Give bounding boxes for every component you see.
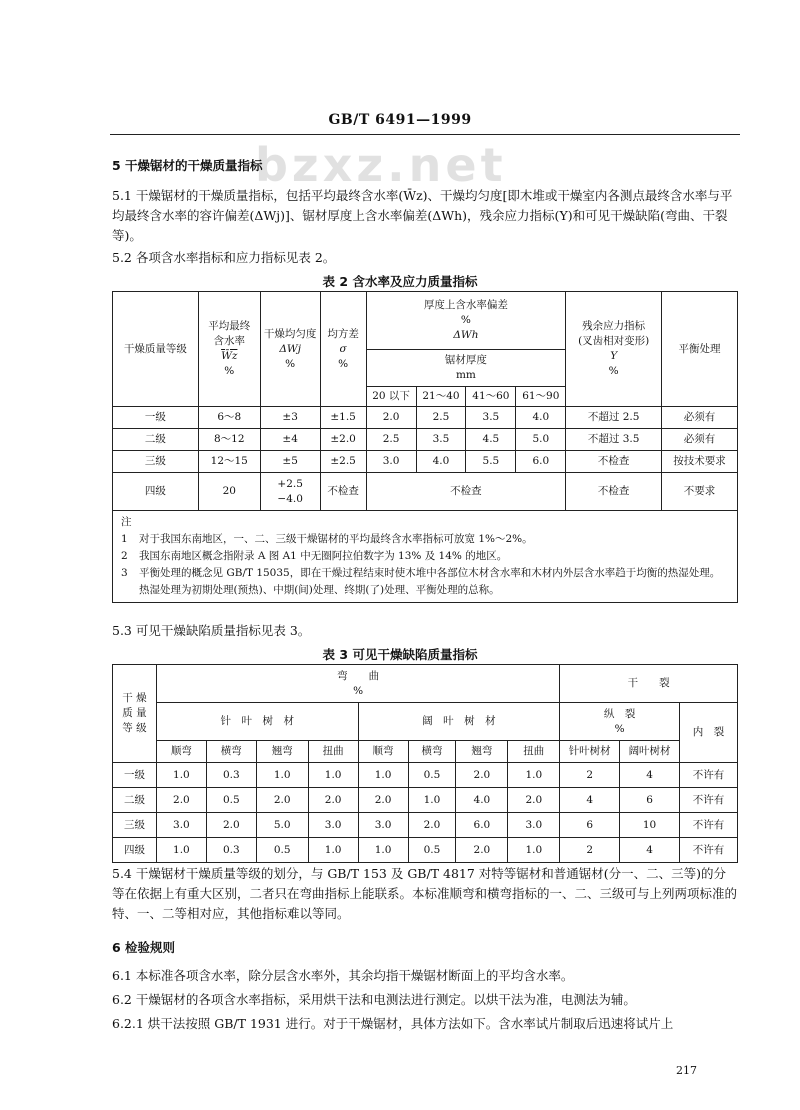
- cell-value: 4.0: [456, 788, 508, 813]
- cell-value: 4: [620, 763, 680, 788]
- page-number: 217: [676, 1064, 697, 1077]
- header-avg-line1: 平均最终: [208, 320, 251, 332]
- header-stdev-line1: 均方差: [327, 327, 359, 340]
- cell-value: 3.0: [358, 813, 408, 838]
- header-bend-type: 顺弯: [358, 741, 408, 763]
- table-row: [113, 429, 738, 451]
- cell-value: 1.0: [358, 763, 408, 788]
- header-avg-moisture: [198, 292, 260, 407]
- cell-grade: 三级: [113, 451, 199, 473]
- header-crack: 干 裂: [560, 665, 738, 703]
- note-number: 3: [121, 567, 128, 579]
- cell-value: 0.5: [256, 838, 308, 863]
- header-bend-type: 横弯: [408, 741, 456, 763]
- cell-value: 2.0: [456, 838, 508, 863]
- cell-value: 1.0: [308, 763, 358, 788]
- header-bend-type: 扭曲: [308, 741, 358, 763]
- header-bend-line1: 弯 曲: [337, 669, 380, 682]
- cell-value: 2.0: [308, 788, 358, 813]
- paragraph-6-1: 6.1 本标准各项含水率，除分层含水率外，其余均指干燥锯材断面上的平均含水率。: [112, 968, 574, 983]
- cell-inner: 不许有: [680, 788, 738, 813]
- header-range: 61～90: [516, 387, 566, 407]
- cell-avg: 8～12: [198, 429, 260, 451]
- table-row: [113, 451, 738, 473]
- cell-balance: 按技术要求: [662, 451, 738, 473]
- cell-value: 3.0: [308, 813, 358, 838]
- cell-value: 2.0: [206, 813, 256, 838]
- header-uniformity-symbol: ΔWj: [279, 342, 301, 355]
- header-balance: 平衡处理: [662, 292, 738, 407]
- table-row: [113, 788, 738, 813]
- cell-grade: 二级: [113, 429, 199, 451]
- cell-value: 6: [560, 813, 620, 838]
- section-6-heading: 6 检验规则: [112, 940, 176, 955]
- cell-avg: 6～8: [198, 407, 260, 429]
- cell-value: 1.0: [358, 838, 408, 863]
- header-grade: 干燥质量等级: [113, 292, 199, 407]
- note-text: 对于我国东南地区，一、二、三级干燥锯材的平均最终含水率指标可放宽 1%～2%。: [139, 533, 533, 545]
- cell-value: 3.0: [508, 813, 560, 838]
- header-long-type: 针叶树材: [560, 741, 620, 763]
- paragraph-5-1: 5.1 干燥锯材的干燥质量指标，包括平均最终含水率(W̄z)、干燥均匀度[即木堆或干燥室内各测点最终含水率与平均最终含水率的容许偏差(ΔWj)]、锯材厚度上含水率偏差(ΔWh)，残余应力指标(Y)和可见干燥缺陷(弯曲、干裂等)。: [112, 188, 733, 243]
- cell-thickness: 5.5: [466, 451, 516, 473]
- table-row: [113, 407, 738, 429]
- header-range: 21～40: [416, 387, 466, 407]
- cell-stress: 不检查: [566, 473, 662, 511]
- note-text: 我国东南地区概念指附录 A 图 A1 中无圈阿拉伯数字为 13% 及 14% 的地区。: [139, 550, 508, 562]
- cell-thickness: 3.5: [466, 407, 516, 429]
- header-bend-type: 翘弯: [456, 741, 508, 763]
- header-stress-line2: (叉齿相对变形): [578, 335, 650, 347]
- cell-inner: 不许有: [680, 813, 738, 838]
- header-avg-symbol: W̄z: [221, 350, 238, 362]
- header-stress-unit: %: [608, 365, 619, 377]
- cell-stdev: 不检查: [320, 473, 366, 511]
- cell-grade: 四级: [113, 838, 157, 863]
- cell-value: 2.0: [358, 788, 408, 813]
- cell-value: 1.0: [408, 788, 456, 813]
- cell-value: 2.0: [508, 788, 560, 813]
- cell-balance: 不要求: [662, 473, 738, 511]
- cell-thickness: 2.0: [366, 407, 416, 429]
- header-conifer: 针 叶 树 材: [156, 703, 358, 741]
- cell-stdev: ±2.0: [320, 429, 366, 451]
- header-inner-crack: 内 裂: [680, 703, 738, 763]
- paragraph-6-2-1: 6.2.1 烘干法按照 GB/T 1931 进行。对于干燥锯材，具体方法如下。含水率试片制取后迅速将试片上: [112, 1016, 674, 1031]
- cell-thickness: 4.5: [466, 429, 516, 451]
- header-lumber-unit: mm: [455, 369, 476, 381]
- table-3: [112, 664, 738, 863]
- cell-value: 3.0: [156, 813, 206, 838]
- header-broadleaf: 阔 叶 树 材: [358, 703, 560, 741]
- cell-value: 6: [620, 788, 680, 813]
- cell-thickness: 4.0: [516, 407, 566, 429]
- cell-uniformity-upper: +2.5: [277, 477, 303, 490]
- cell-balance: 必须有: [662, 429, 738, 451]
- section-5-heading: 5 干燥锯材的干燥质量指标: [112, 158, 263, 173]
- table-row: [113, 473, 738, 511]
- cell-stress: 不检查: [566, 451, 662, 473]
- cell-uniformity: ±5: [260, 451, 320, 473]
- header-avg-unit: %: [224, 365, 235, 377]
- cell-thickness: 2.5: [416, 407, 466, 429]
- header-lumber-line1: 锯材厚度: [444, 354, 487, 366]
- note-item: [121, 531, 729, 548]
- table-3-caption: 表 3 可见干燥缺陷质量指标: [322, 647, 478, 662]
- cell-uniformity: [260, 473, 320, 511]
- header-grade: [113, 665, 157, 763]
- header-thickness-unit: %: [460, 314, 471, 326]
- notes-title: 注: [121, 516, 132, 528]
- header-uniformity: [260, 292, 320, 407]
- cell-value: 5.0: [256, 813, 308, 838]
- header-lumber-thickness: [366, 350, 566, 387]
- cell-value: 1.0: [156, 763, 206, 788]
- paragraph-6-2: 6.2 干燥锯材的各项含水率指标，采用烘干法和电测法进行测定。以烘干法为准，电测法为辅。: [112, 992, 636, 1007]
- cell-value: 1.0: [508, 763, 560, 788]
- cell-value: 2.0: [408, 813, 456, 838]
- cell-avg: 20: [198, 473, 260, 511]
- standard-code-header: GB/T 6491—1999: [328, 112, 472, 128]
- header-thickness-line1: 厚度上含水率偏差: [423, 299, 508, 311]
- cell-value: 1.0: [156, 838, 206, 863]
- cell-stdev: ±1.5: [320, 407, 366, 429]
- cell-value: 2.0: [256, 788, 308, 813]
- header-stdev: [320, 292, 366, 407]
- cell-thickness: 不检查: [366, 473, 566, 511]
- cell-value: 1.0: [308, 838, 358, 863]
- table-2: [112, 291, 738, 603]
- table-row: [113, 763, 738, 788]
- cell-value: 1.0: [256, 763, 308, 788]
- header-grade-line2: 质 量: [122, 707, 147, 719]
- cell-value: 6.0: [456, 813, 508, 838]
- cell-stdev: ±2.5: [320, 451, 366, 473]
- table-2-caption: 表 2 含水率及应力质量指标: [322, 274, 478, 289]
- watermark: bzxz.net: [255, 138, 507, 192]
- header-uniformity-line1: 干燥均匀度: [263, 327, 317, 340]
- cell-grade: 一级: [113, 763, 157, 788]
- cell-thickness: 5.0: [516, 429, 566, 451]
- header-range: 20 以下: [366, 387, 416, 407]
- header-long-type: 阔叶树材: [620, 741, 680, 763]
- header-thickness-deviation: [366, 292, 566, 350]
- header-bend-type: 横弯: [206, 741, 256, 763]
- header-grade-line1: 干 燥: [122, 692, 147, 704]
- cell-value: 0.5: [408, 763, 456, 788]
- header-range: 41～60: [466, 387, 516, 407]
- cell-thickness: 3.0: [366, 451, 416, 473]
- header-long-unit: %: [614, 722, 625, 735]
- note-item: [121, 548, 729, 565]
- cell-value: 1.0: [508, 838, 560, 863]
- header-stdev-symbol: σ: [339, 342, 347, 355]
- table-row: [113, 813, 738, 838]
- header-bend-type: 翘弯: [256, 741, 308, 763]
- cell-uniformity-lower: −4.0: [277, 492, 303, 505]
- cell-value: 2: [560, 838, 620, 863]
- header-long-line1: 纵 裂: [603, 707, 636, 720]
- header-grade-line3: 等 级: [122, 722, 147, 734]
- cell-stress: 不超过 3.5: [566, 429, 662, 451]
- cell-value: 10: [620, 813, 680, 838]
- cell-grade: 二级: [113, 788, 157, 813]
- cell-value: 0.3: [206, 763, 256, 788]
- cell-inner: 不许有: [680, 763, 738, 788]
- header-bend-unit: %: [353, 684, 364, 697]
- header-residual-stress: [566, 292, 662, 407]
- table-row: [113, 838, 738, 863]
- header-stress-line1: 残余应力指标: [582, 320, 646, 332]
- cell-value: 4: [620, 838, 680, 863]
- cell-value: 0.5: [408, 838, 456, 863]
- cell-thickness: 3.5: [416, 429, 466, 451]
- note-number: 1: [121, 533, 128, 545]
- cell-value: 0.5: [206, 788, 256, 813]
- cell-thickness: 2.5: [366, 429, 416, 451]
- cell-thickness: 4.0: [416, 451, 466, 473]
- paragraph-5-4: 5.4 干燥锯材干燥质量等级的划分，与 GB/T 153 及 GB/T 4817 对特等锯材和普通锯材(分一、二、三等)的分等在依据上有重大区别，二者只在弯曲指标上能联系。本标准顺弯和横弯指标的一、二、三级可与上列两项标准的特、一、二等相对应，其他指标难以等同。: [112, 866, 738, 921]
- note-number: 2: [121, 550, 128, 562]
- header-avg-line2: 含水率: [213, 335, 245, 347]
- cell-grade: 三级: [113, 813, 157, 838]
- header-thickness-symbol: ΔWh: [453, 329, 479, 341]
- header-bend-type: 顺弯: [156, 741, 206, 763]
- header-stress-symbol: Y: [610, 350, 618, 362]
- cell-value: 2.0: [456, 763, 508, 788]
- note-item: [121, 565, 729, 599]
- header-stdev-unit: %: [338, 357, 349, 370]
- paragraph-5-2: 5.2 各项含水率指标和应力指标见表 2。: [112, 250, 336, 265]
- header-longitudinal-crack: [560, 703, 680, 741]
- cell-inner: 不许有: [680, 838, 738, 863]
- header-bend-type: 扭曲: [508, 741, 560, 763]
- cell-grade: 四级: [113, 473, 199, 511]
- cell-balance: 必须有: [662, 407, 738, 429]
- cell-thickness: 6.0: [516, 451, 566, 473]
- cell-value: 2: [560, 763, 620, 788]
- table-2-notes: [113, 511, 738, 603]
- cell-avg: 12～15: [198, 451, 260, 473]
- cell-grade: 一级: [113, 407, 199, 429]
- header-bend: [156, 665, 559, 703]
- header-uniformity-unit: %: [285, 357, 296, 370]
- note-text: 平衡处理的概念见 GB/T 15035，即在干燥过程结束时使木堆中各部位木材含水率和木材内外层含水率趋于均衡的热湿处理。热湿处理为初期处理(预热)、中期(间)处理、终期(了)处理、平衡处理的总称。: [139, 567, 721, 596]
- cell-uniformity: ±3: [260, 407, 320, 429]
- cell-stress: 不超过 2.5: [566, 407, 662, 429]
- cell-value: 0.3: [206, 838, 256, 863]
- cell-value: 4: [560, 788, 620, 813]
- cell-uniformity: ±4: [260, 429, 320, 451]
- header-rule: [110, 134, 740, 135]
- paragraph-5-3: 5.3 可见干燥缺陷质量指标见表 3。: [112, 623, 311, 638]
- cell-value: 2.0: [156, 788, 206, 813]
